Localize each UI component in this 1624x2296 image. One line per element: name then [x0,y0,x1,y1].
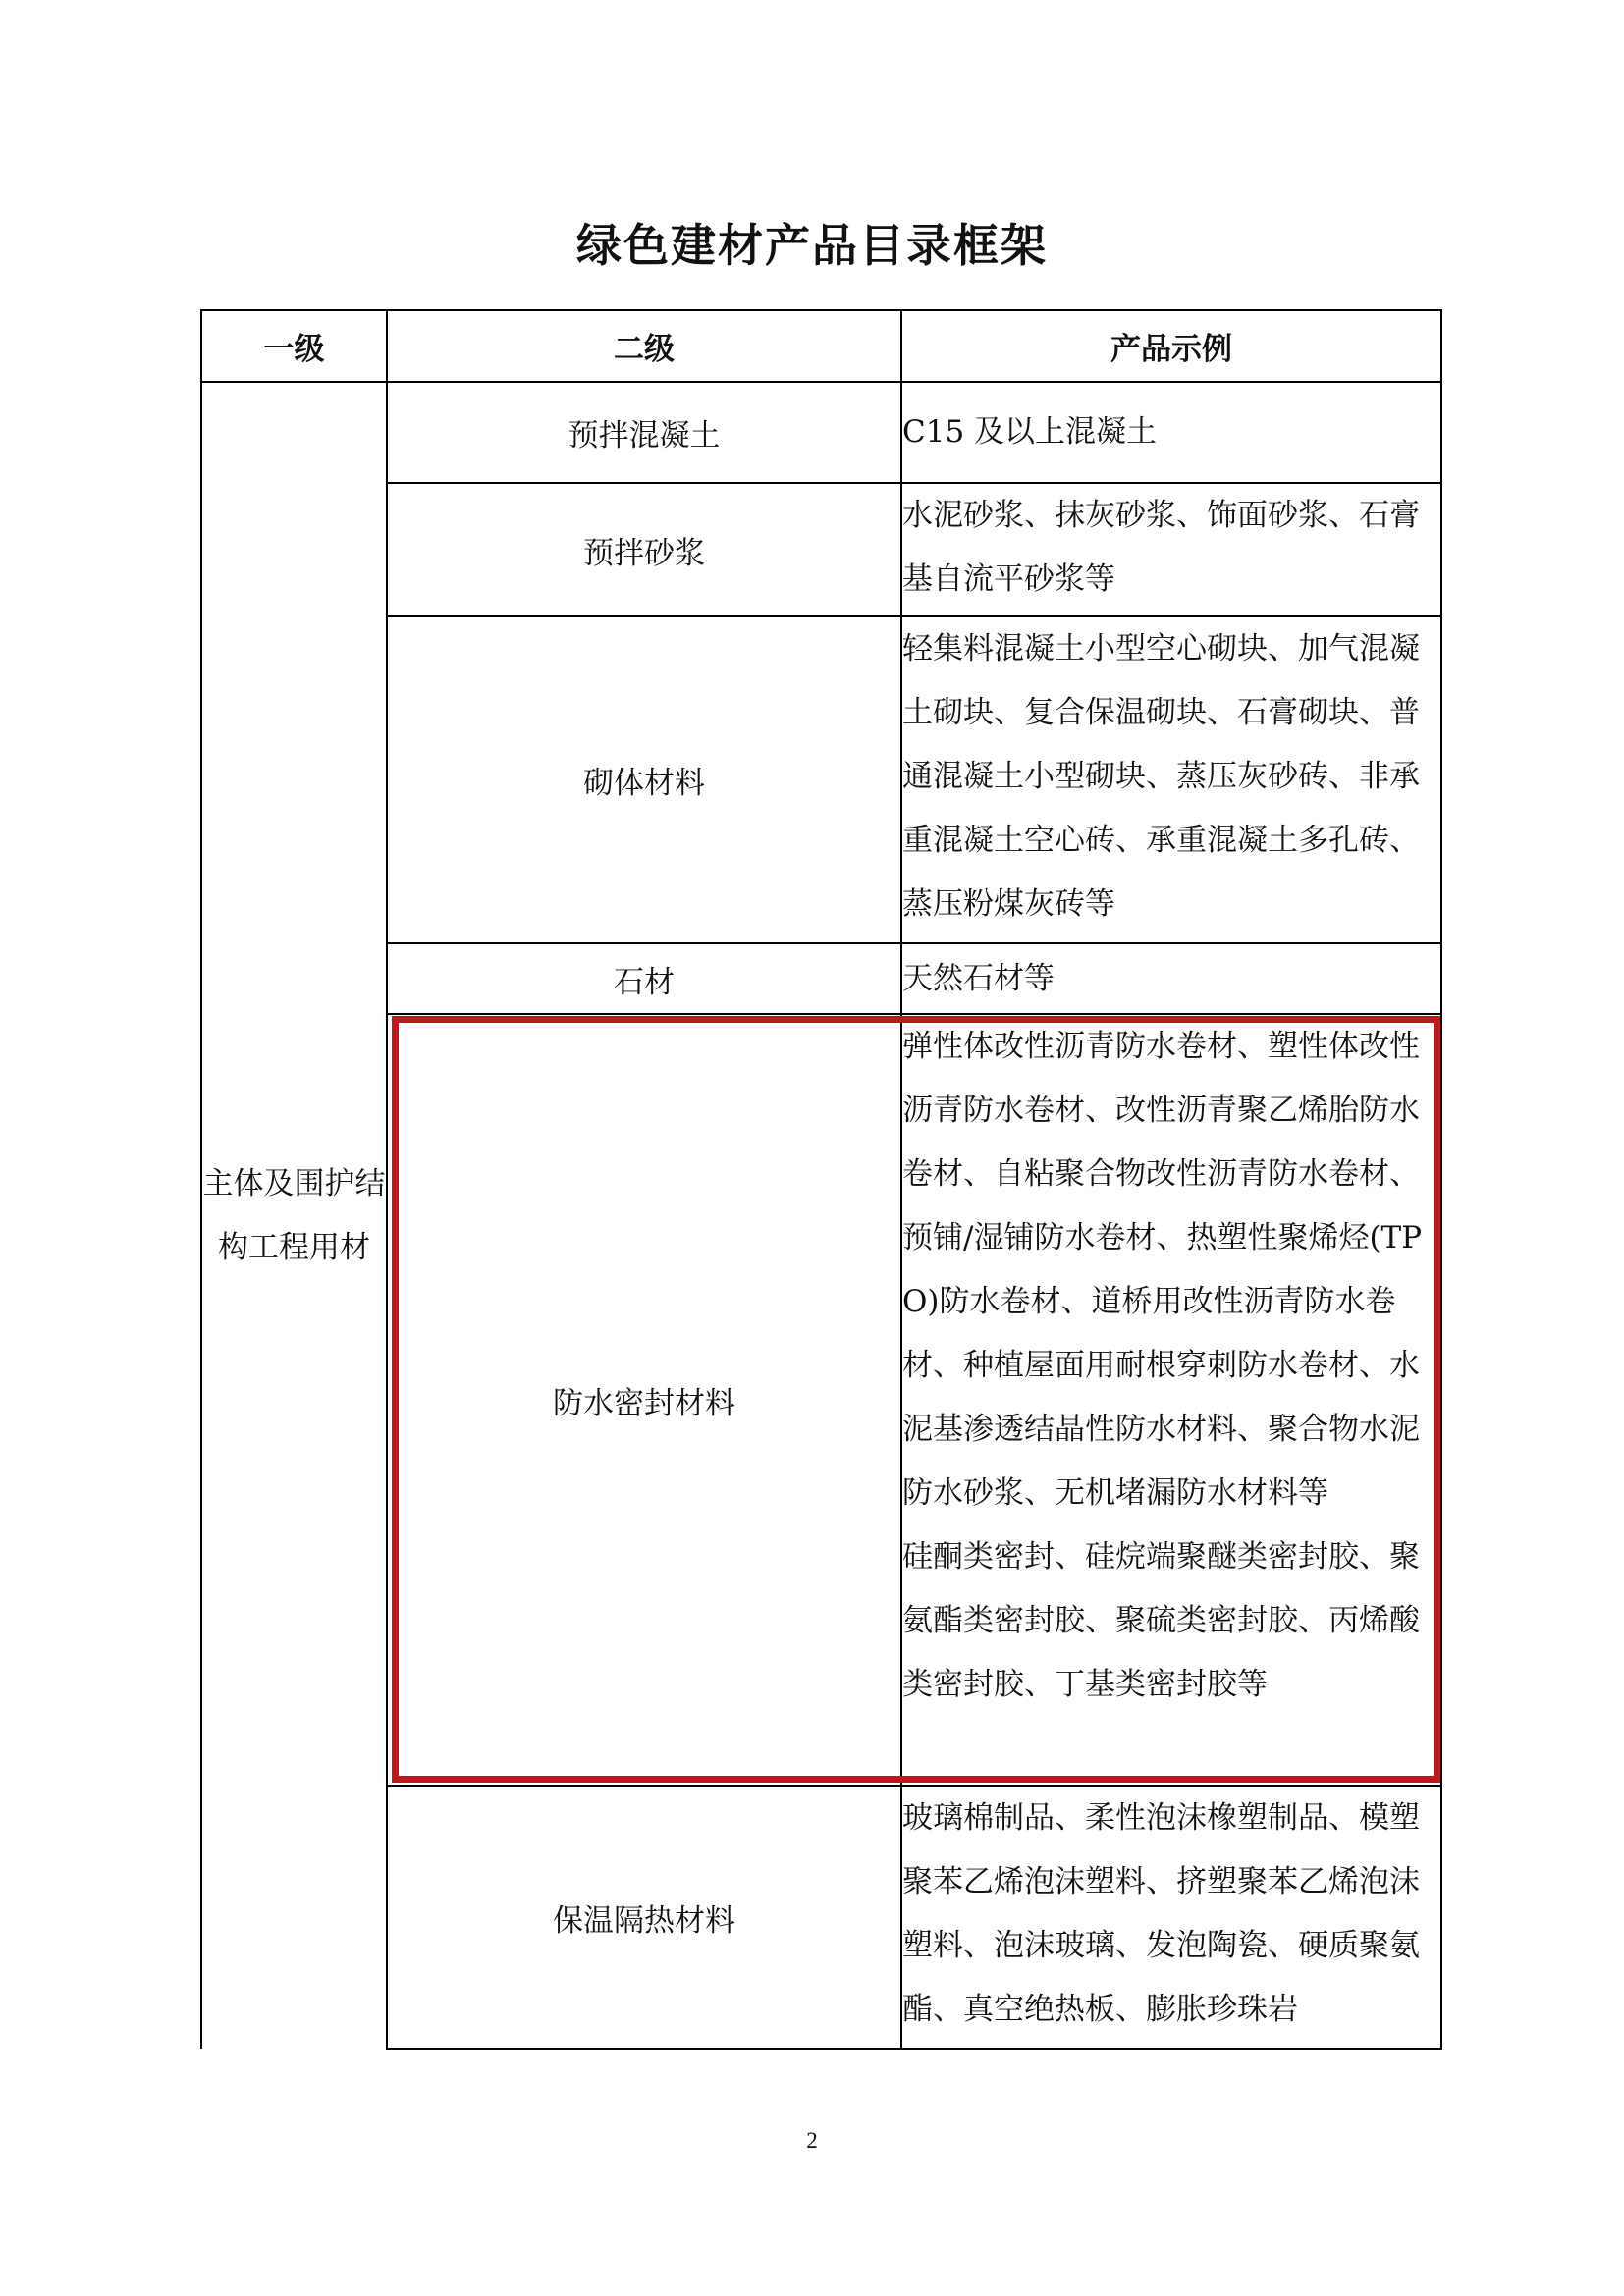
examples-cell: 轻集料混凝土小型空心砌块、加气混凝土砌块、复合保温砌块、石膏砌块、普通混凝土小型砌块、蒸压灰砂砖、非承重混凝土空心砖、承重混凝土多孔砖、蒸压粉煤灰砖等 [901,616,1441,943]
table-row [201,483,1441,616]
table-row [201,1014,1441,1786]
level2-cell: 预拌混凝土 [387,382,901,483]
examples-cell: 水泥砂浆、抹灰砂浆、饰面砂浆、石膏基自流平砂浆等 [901,483,1441,616]
header-level2: 二级 [387,310,901,382]
examples-cell: 玻璃棉制品、柔性泡沫橡塑制品、模塑聚苯乙烯泡沫塑料、挤塑聚苯乙烯泡沫塑料、泡沫玻璃、发泡陶瓷、硬质聚氨酯、真空绝热板、膨胀珍珠岩 [901,1786,1441,2049]
examples-cell: C15 及以上混凝土 [901,382,1441,483]
page-title: 绿色建材产品目录框架 [576,219,1048,272]
header-examples: 产品示例 [901,310,1441,382]
table-row [201,382,1441,483]
level2-cell: 石材 [387,943,901,1014]
examples-paragraph: 弹性体改性沥青防水卷材、塑性体改性沥青防水卷材、改性沥青聚乙烯胎防水卷材、自粘聚合物改性沥青防水卷材、预铺/湿铺防水卷材、热塑性聚烯烃(TPO)防水卷材、道桥用改性沥青防水卷材、种植屋面用耐根穿刺防水卷材、水泥基渗透结晶性防水材料、聚合物水泥防水砂浆、无机堵漏防水材料等 [902,1029,1423,1511]
examples-cell: 天然石材等 [901,943,1441,1014]
level2-cell: 预拌砂浆 [387,483,901,616]
level2-cell: 砌体材料 [387,616,901,943]
level2-cell: 防水密封材料 [387,1014,901,1786]
table-row [201,616,1441,943]
catalog-table [200,309,1442,2050]
level2-cell: 保温隔热材料 [387,1786,901,2049]
category-cell: 主体及围护结构工程用材 [201,382,387,2049]
examples-cell [901,1014,1441,1786]
table-row [201,943,1441,1014]
table-row [201,1786,1441,2049]
header-level1: 一级 [201,310,387,382]
table-header-row [201,310,1441,382]
page-number: 2 [806,2128,818,2153]
examples-paragraph: 硅酮类密封、硅烷端聚醚类密封胶、聚氨酯类密封胶、聚硫类密封胶、丙烯酸类密封胶、丁基类密封胶等 [902,1539,1420,1702]
